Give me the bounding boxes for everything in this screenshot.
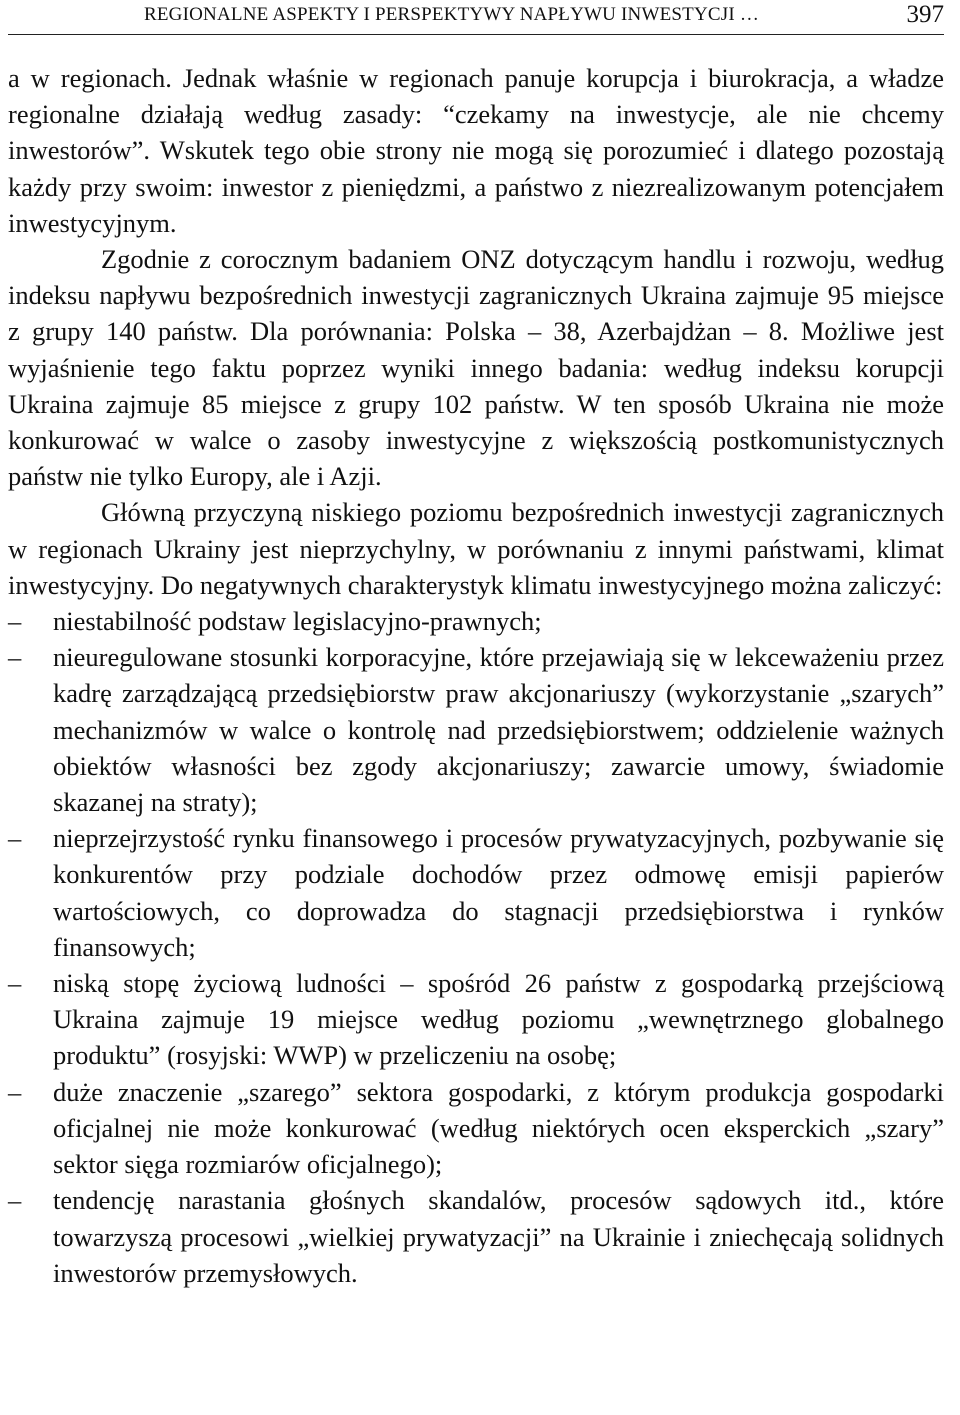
list-item-text: tendencję narastania głośnych skandalów, procesów sądowych itd., które towarzyszą procesowi „wielkiej prywatyzacji” na Ukrainie i zniechęcają solidnych inwestorów przemysłowych.: [53, 1185, 944, 1288]
list-item-text: nieprzejrzystość rynku finansowego i procesów prywatyzacyjnych, pozbywanie się konkurentów przy podziale dochodów przez odmowę emisji papierów wartościowych, co doprowadza do stagnacji przedsiębiorstwa i rynków finansowych;: [53, 823, 944, 962]
list-item: [8, 1182, 944, 1291]
dash-marker: –: [8, 1185, 22, 1216]
running-header: [8, 0, 944, 35]
list-item-text: niestabilność podstaw legislacyjno-prawnych;: [53, 606, 542, 637]
list-item: [8, 639, 944, 820]
dash-marker: –: [8, 968, 22, 999]
list-item-text: nieuregulowane stosunki korporacyjne, które przejawiają się w lekceważeniu przez kadrę zarządzającą przedsiębiorstw praw akcjonariuszy (wykorzystanie „szarych” mechanizmów w walce o kontrolę nad przedsiębiorstwem; oddzielenie ważnych obiektów własności bez zgody akcjonariuszy; zawarcie umowy, świadomie skazanej na straty);: [53, 642, 944, 818]
paragraph-continued: a w regionach. Jednak właśnie w regionach panuje korupcja i biurokracja, a władze regionalne działają według zasady: “czekamy na inwestycje, ale nie chcemy inwestorów”. Wskutek tego obie strony nie mogą się porozumieć i dlatego pozostają każdy przy swoim: inwestor z pieniędzmi, a państwo z niezrealizowanym potencjałem inwestycyjnym.: [8, 63, 944, 238]
paragraph-investment-climate: Główną przyczyną niskiego poziomu bezpośrednich inwestycji zagranicznych w regionach Ukrainy jest nieprzychylny, w porównaniu z innymi państwami, klimat inwestycyjny. Do negatywnych charakterystyk klimatu inwestycyjnego można zaliczyć:: [8, 497, 944, 600]
dash-marker: –: [8, 606, 22, 637]
dash-marker: –: [8, 823, 22, 854]
negative-factors-list: [8, 603, 944, 1291]
list-item-text: duże znaczenie „szarego” sektora gospodarki, z którym produkcja gospodarki oficjalnej nie może konkurować (według niektórych ocen eksperckich „szary” sektor sięga rozmiarów oficjalnego);: [53, 1076, 944, 1180]
document-page: [8, 0, 944, 1291]
page-number: 397: [906, 1, 944, 28]
list-item: [8, 1074, 944, 1183]
body-text: [8, 60, 944, 1291]
paragraph-onz-ranking: Zgodnie z corocznym badaniem ONZ dotyczącym handlu i rozwoju, według indeksu napływu bezpośrednich inwestycji zagranicznych Ukraina zajmuje 95 miejsce z grupy 140 państw. Dla porównania: Polska – 38, Azerbajdżan – 8. Możliwe jest wyjaśnienie tego faktu poprzez wyniki innego badania: według indeksu korupcji Ukraina zajmuje 85 miejsce z grupy 102 państw. W ten sposób Ukraina nie może konkurować w walce o zasoby inwestycyjne z większością postkomunistycznych państw nie tylko Europy, ale i Azji.: [8, 244, 944, 492]
running-header-title: REGIONALNE ASPEKTY I PERSPEKTYWY NAPŁYWU INWESTYCJI …: [144, 4, 760, 25]
dash-marker: –: [8, 1076, 22, 1107]
list-item-text: niską stopę życiową ludności – spośród 26 państw z gospodarką przejściową Ukraina zajmuje 19 miejsce według poziomu „wewnętrznego globalnego produktu” (rosyjski: WWP) w przeliczeniu na osobę;: [53, 968, 944, 1071]
dash-marker: –: [8, 642, 22, 673]
list-item: [8, 965, 944, 1074]
list-item: [8, 603, 944, 639]
list-item: [8, 820, 944, 965]
